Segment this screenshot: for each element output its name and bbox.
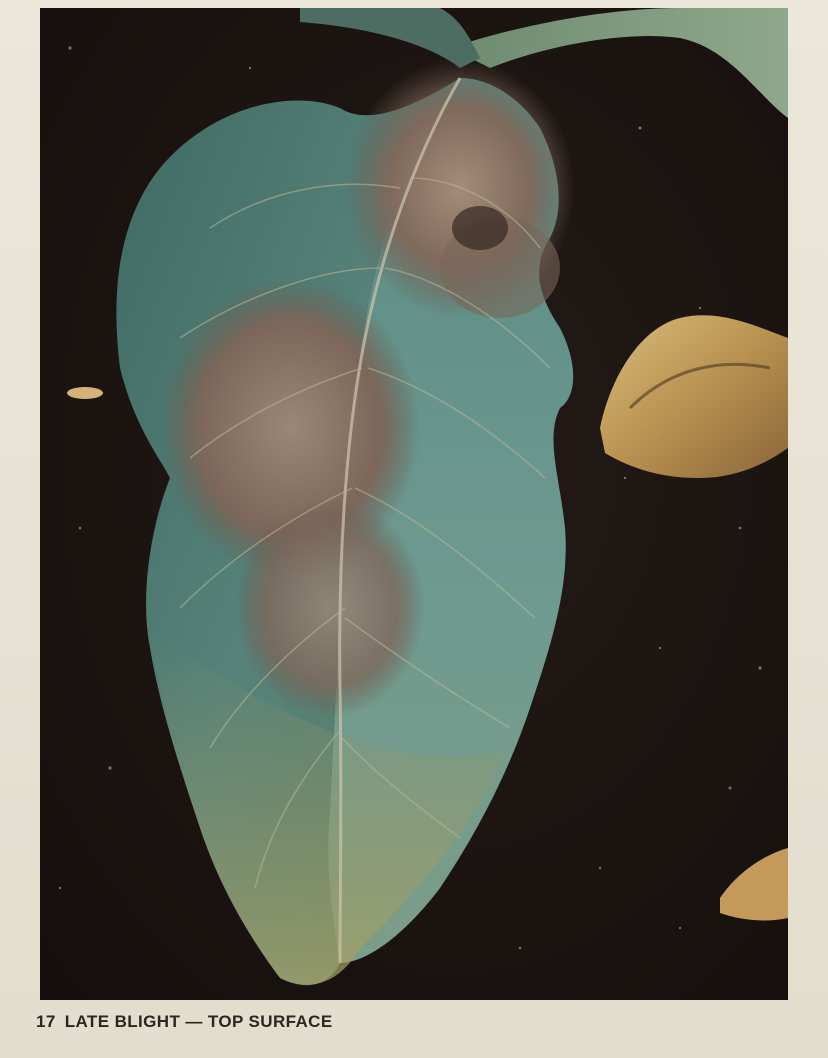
late-blight-leaf-image bbox=[40, 8, 788, 1000]
figure-caption bbox=[36, 1012, 333, 1032]
lesion-lower-left bbox=[235, 498, 425, 718]
plate-number: 17 bbox=[36, 1012, 56, 1031]
plate-title: LATE BLIGHT — TOP SURFACE bbox=[64, 1012, 333, 1031]
leaf-fragment bbox=[67, 387, 103, 399]
necrotic-spot bbox=[452, 206, 508, 250]
plant-photo bbox=[40, 8, 788, 1000]
